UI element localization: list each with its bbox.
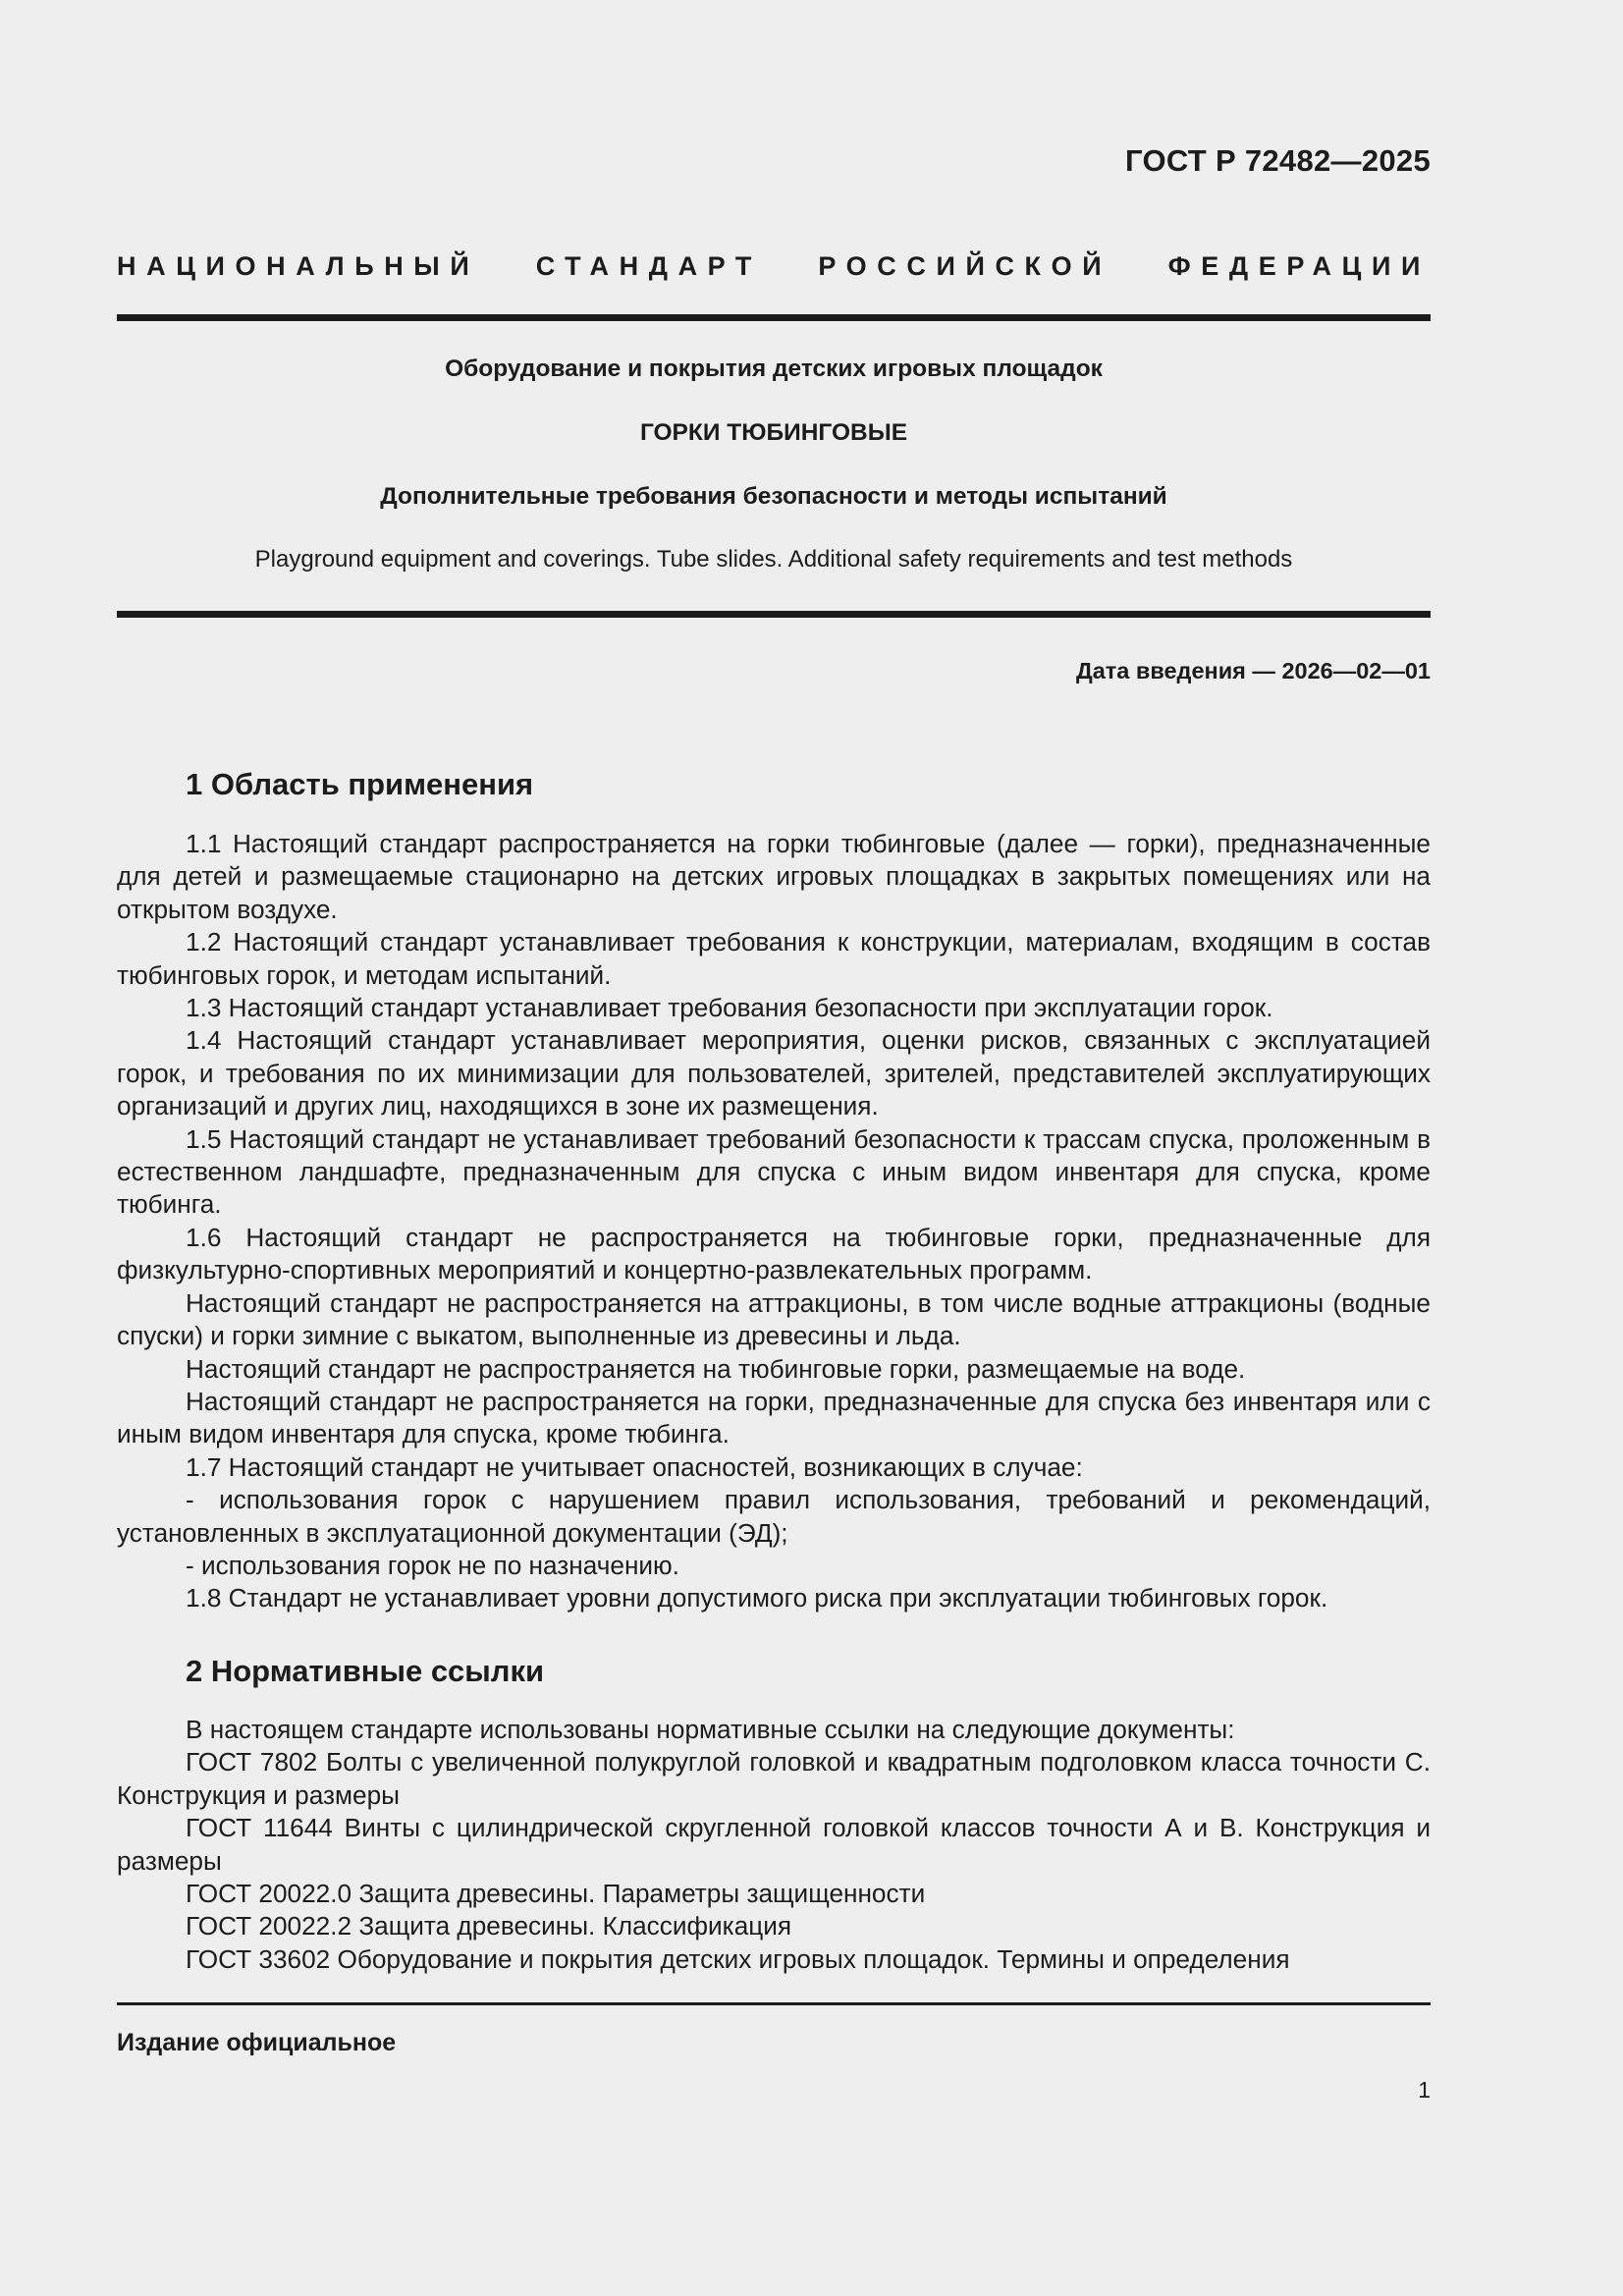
document-code: ГОСТ Р 72482—2025	[1125, 143, 1431, 178]
paragraph-1-8: 1.8 Стандарт не устанавливает уровни допустимого риска при эксплуатации тюбинговых горок.	[186, 1583, 1328, 1613]
paragraph-1-4: 1.4 Настоящий стандарт устанавливает мероприятия, оценки рисков, связанных с эксплуатацией горок, и требования по их минимизации для пользователей, зрителей, представителей эксплуатирующих организаций и других лиц, находящихся в зоне их размещения.	[117, 1025, 1431, 1121]
official-edition-label: Издание официальное	[117, 2029, 397, 2056]
header-rule	[117, 314, 1431, 321]
paragraph-1-6-no-inventory: Настоящий стандарт не распространяется на горки, предназначенные для спуска без инвентаря или с иным видом инвентаря для спуска, кроме тюбинга.	[117, 1386, 1431, 1449]
document-page	[117, 0, 1431, 2296]
footer-rule	[117, 2002, 1431, 2005]
paragraph-1-2: 1.2 Настоящий стандарт устанавливает требования к конструкции, материалам, входящим в состав тюбинговых горок, и методам испытаний.	[117, 927, 1431, 990]
title-line-3: Дополнительные требования безопасности и методы испытаний	[380, 483, 1167, 510]
english-title: Playground equipment and coverings. Tube slides. Additional safety requirements and test methods	[254, 546, 1293, 573]
title-line-1: Оборудование и покрытия детских игровых площадок	[445, 355, 1103, 382]
reference-gost-11644: ГОСТ 11644 Винты с цилиндрической скругленной головкой классов точности А и В. Конструкция и размеры	[117, 1813, 1431, 1876]
title-line-2: ГОРКИ ТЮБИНГОВЫЕ	[639, 419, 908, 446]
references-intro: В настоящем стандарте использованы нормативные ссылки на следующие документы:	[186, 1715, 1235, 1744]
title-rule	[117, 611, 1431, 618]
section-1-title: 1 Область применения	[186, 767, 534, 801]
paragraph-1-1: 1.1 Настоящий стандарт распространяется на горки тюбинговые (далее — горки), предназначенные для детей и размещаемые стационарно на детских игровых площадках в закрытых помещениях или на открытом воздухе.	[117, 829, 1431, 924]
reference-gost-20022-2: ГОСТ 20022.2 Защита древесины. Классификация	[186, 1911, 792, 1941]
reference-gost-20022-0: ГОСТ 20022.0 Защита древесины. Параметры защищенности	[186, 1879, 926, 1909]
paragraph-1-6-water: Настоящий стандарт не распространяется на тюбинговые горки, размещаемые на воде.	[186, 1353, 1246, 1384]
reference-gost-7802: ГОСТ 7802 Болты с увеличенной полукруглой головкой и квадратным подголовком класса точности С. Конструкция и размеры	[117, 1747, 1431, 1810]
national-standard-heading: НАЦИОНАЛЬНЫЙ СТАНДАРТ РОССИЙСКОЙ ФЕДЕРАЦИИ	[117, 251, 1431, 281]
paragraph-1-7-item-2: - использования горок не по назначению.	[186, 1550, 679, 1580]
section-2-title: 2 Нормативные ссылки	[186, 1654, 545, 1688]
section-1-body	[117, 828, 1431, 1615]
paragraph-1-7: 1.7 Настоящий стандарт не учитывает опасностей, возникающих в случае:	[186, 1451, 1083, 1482]
section-2-body	[117, 1714, 1431, 1976]
paragraph-1-3: 1.3 Настоящий стандарт устанавливает требования безопасности при эксплуатации горок.	[186, 993, 1273, 1023]
paragraph-1-6-attractions: Настоящий стандарт не распространяется на аттракционы, в том числе водные аттракционы (водные спуски) и горки зимние с выкатом, выполненные из древесины и льда.	[117, 1287, 1431, 1351]
paragraph-1-7-item-1: - использования горок с нарушением правил использования, требований и рекомендаций, установленных в эксплуатационной документации (ЭД);	[117, 1485, 1431, 1548]
date-of-introduction: Дата введения — 2026—02—01	[1075, 658, 1431, 683]
page-number: 1	[1418, 2077, 1431, 2103]
paragraph-1-5: 1.5 Настоящий стандарт не устанавливает требований безопасности к трассам спуска, проложенным в естественном ландшафте, предназначенным для спуска с иным видом инвентаря для спуска, кроме тюбинга.	[117, 1123, 1431, 1220]
reference-gost-33602: ГОСТ 33602 Оборудование и покрытия детских игровых площадок. Термины и определения	[186, 1943, 1290, 1974]
paragraph-1-6: 1.6 Настоящий стандарт не распространяется на тюбинговые горки, предназначенные для физкультурно-спортивных мероприятий и концертно-развлекательных программ.	[117, 1222, 1431, 1285]
